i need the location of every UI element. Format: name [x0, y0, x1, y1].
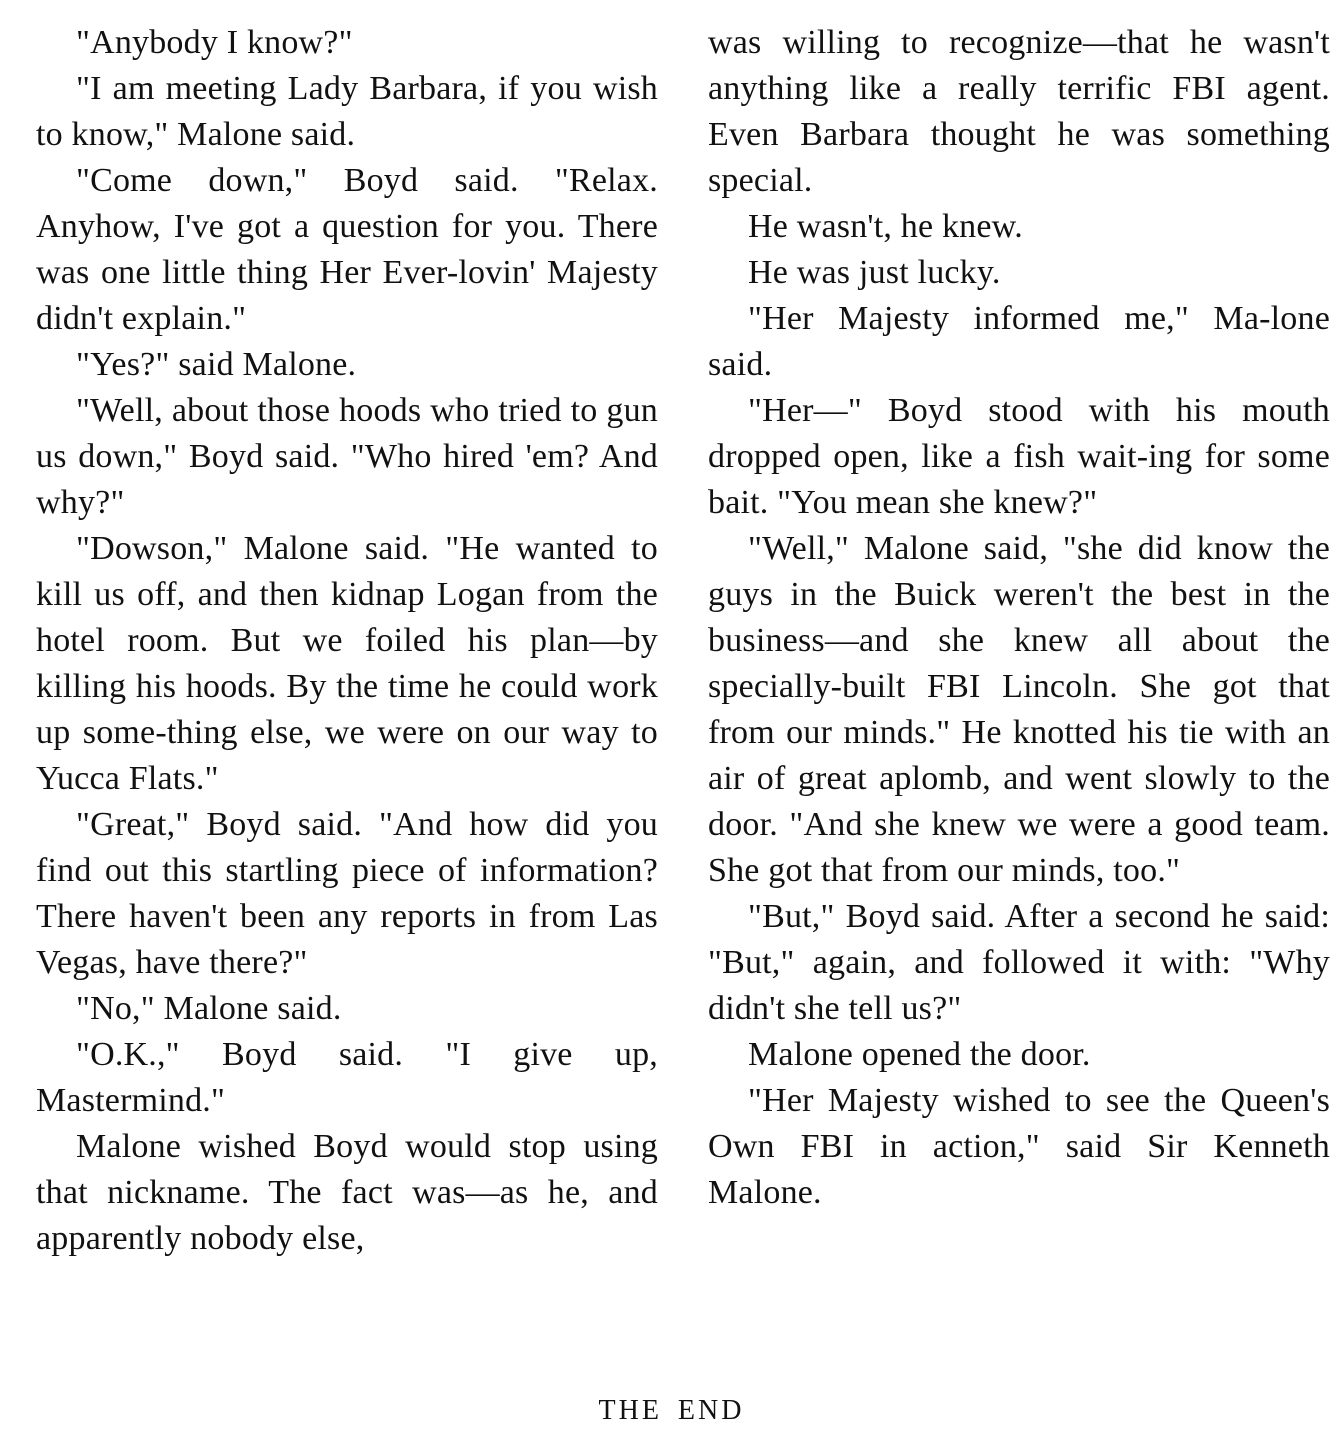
paragraph: Malone wished Boyd would stop using that nickname. The fact was—as he, and apparently nobody else, [36, 1128, 658, 1257]
right-column [708, 20, 1330, 1216]
the-end-label: THE END [598, 1395, 745, 1426]
paragraph: Malone opened the door. [748, 1036, 1091, 1073]
paragraph: "Her Majesty informed me," Ma-lone said. [708, 300, 1330, 383]
paragraph: "Well," Malone said, "she did know the guys in the Buick weren't the best in the business—and she knew all about the specially-built FBI Lincoln. She got that from our minds." He knotted his tie with an air of great aplomb, and went slowly to the door. "And she knew we were a good team. She got that from our minds, too." [708, 530, 1330, 889]
paragraph: "Come down," Boyd said. "Relax. Anyhow, I've got a question for you. There was one little thing Her Ever-lovin' Majesty didn't explain." [36, 162, 658, 337]
paragraph: "I am meeting Lady Barbara, if you wish to know," Malone said. [36, 70, 658, 153]
paragraph: "Her—" Boyd stood with his mouth dropped open, like a fish wait-ing for some bait. "You mean she knew?" [708, 392, 1330, 521]
paragraph: "O.K.," Boyd said. "I give up, Mastermind." [36, 1036, 658, 1119]
paragraph: He wasn't, he knew. [748, 208, 1023, 245]
paragraph: "But," Boyd said. After a second he said: "But," again, and followed it with: "Why didn't she tell us?" [708, 898, 1330, 1027]
paragraph: "Her Majesty wished to see the Queen's Own FBI in action," said Sir Kenneth Malone. [708, 1082, 1330, 1211]
paragraph: "Well, about those hoods who tried to gun us down," Boyd said. "Who hired 'em? And why?" [36, 392, 658, 521]
paragraph: He was just lucky. [748, 254, 1001, 291]
paragraph: "No," Malone said. [76, 990, 342, 1027]
paragraph: "Dowson," Malone said. "He wanted to kill us off, and then kidnap Logan from the hotel room. But we foiled his plan—by killing his hoods. By the time he could work up some-thing else, we were on our way to Yucca Flats." [36, 530, 658, 797]
paragraph: "Anybody I know?" [76, 24, 353, 61]
paragraph: "Yes?" said Malone. [76, 346, 357, 383]
continued-paragraph: was willing to recognize—that he wasn't anything like a really terrific FBI agent. Even Barbara thought he was something special. [708, 24, 1330, 199]
left-column [36, 20, 658, 1262]
paragraph: "Great," Boyd said. "And how did you find out this startling piece of information? There haven't been any reports in from Las Vegas, have there?" [36, 806, 658, 981]
